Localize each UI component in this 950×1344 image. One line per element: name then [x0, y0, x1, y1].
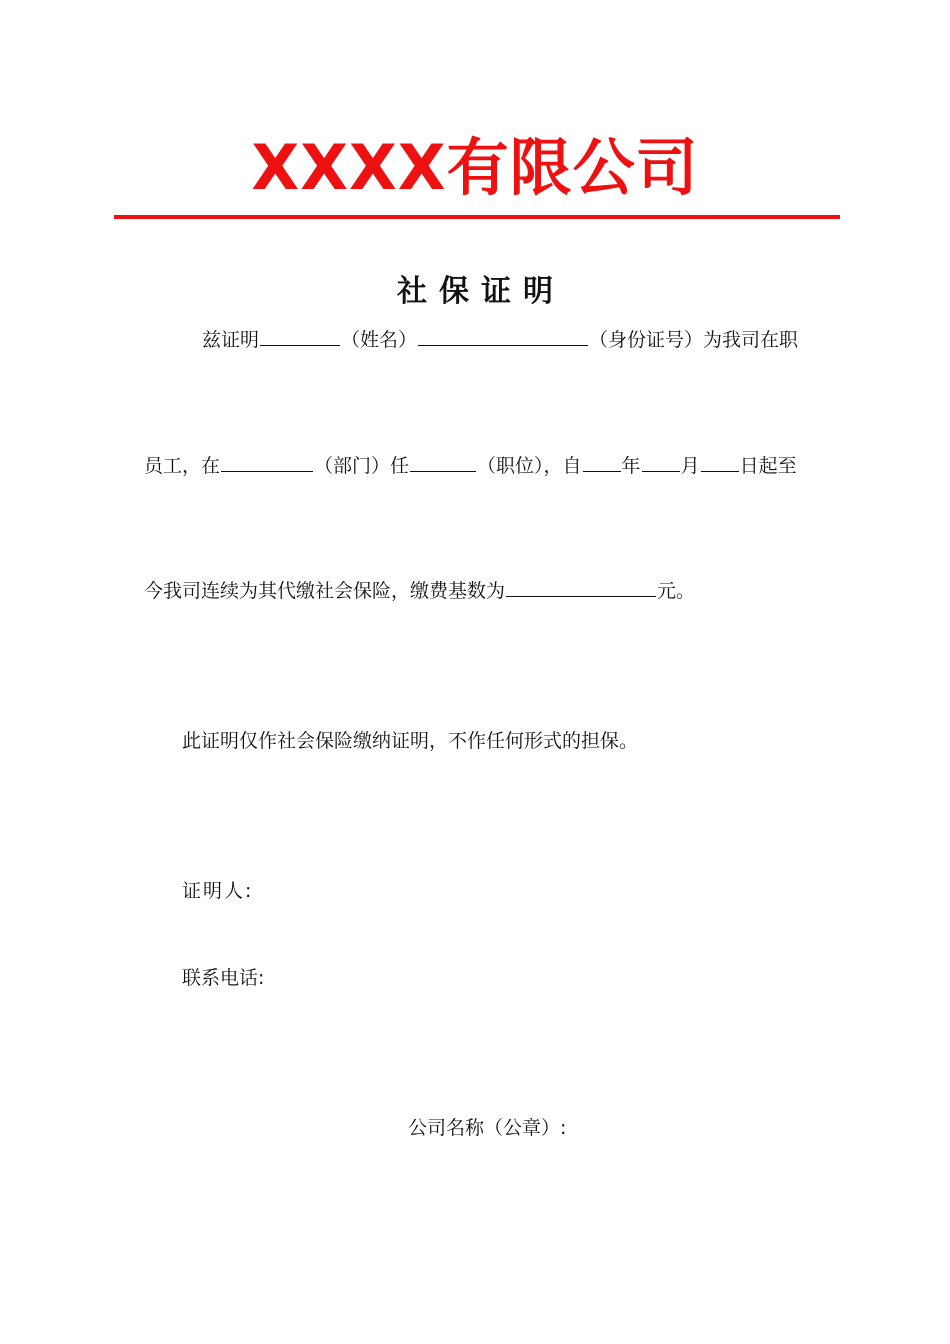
company-seal-label: 公司名称（公章）:: [408, 1117, 567, 1139]
name-label: （姓名）: [341, 329, 418, 351]
disclaimer-text: 此证明仅作社会保险缴纳证明，不作任何形式的担保。: [182, 730, 639, 752]
department-blank[interactable]: [221, 453, 313, 472]
department-label: （部门）任: [314, 455, 410, 477]
document-title: 社保证明: [397, 274, 565, 309]
paragraph-line-2: [144, 452, 797, 480]
position-blank[interactable]: [410, 453, 476, 472]
year-blank[interactable]: [583, 453, 621, 472]
header-divider: [114, 215, 840, 219]
day-label: 日起至: [739, 455, 797, 477]
position-label: （职位），自: [477, 455, 582, 477]
day-blank[interactable]: [701, 453, 739, 472]
contribution-base-blank[interactable]: [506, 578, 656, 597]
id-number-blank[interactable]: [418, 327, 588, 346]
contact-phone-label: 联系电话:: [182, 967, 265, 989]
paragraph-line-1: [202, 326, 798, 354]
name-blank[interactable]: [260, 327, 340, 346]
line3-suffix: 元。: [657, 580, 696, 602]
paragraph-line-3: [144, 577, 695, 605]
year-label: 年: [621, 455, 641, 477]
month-label: 月: [680, 455, 700, 477]
id-label: （身份证号）为我司在职: [589, 329, 799, 351]
line2-prefix: 员工，在: [144, 455, 221, 477]
company-name-header: XXXX有限公司: [251, 131, 699, 204]
month-blank[interactable]: [642, 453, 680, 472]
line1-prefix: 兹证明: [202, 329, 260, 351]
certifier-label: 证明人:: [182, 880, 254, 902]
line3-prefix: 今我司连续为其代缴社会保险，缴费基数为: [144, 580, 506, 602]
